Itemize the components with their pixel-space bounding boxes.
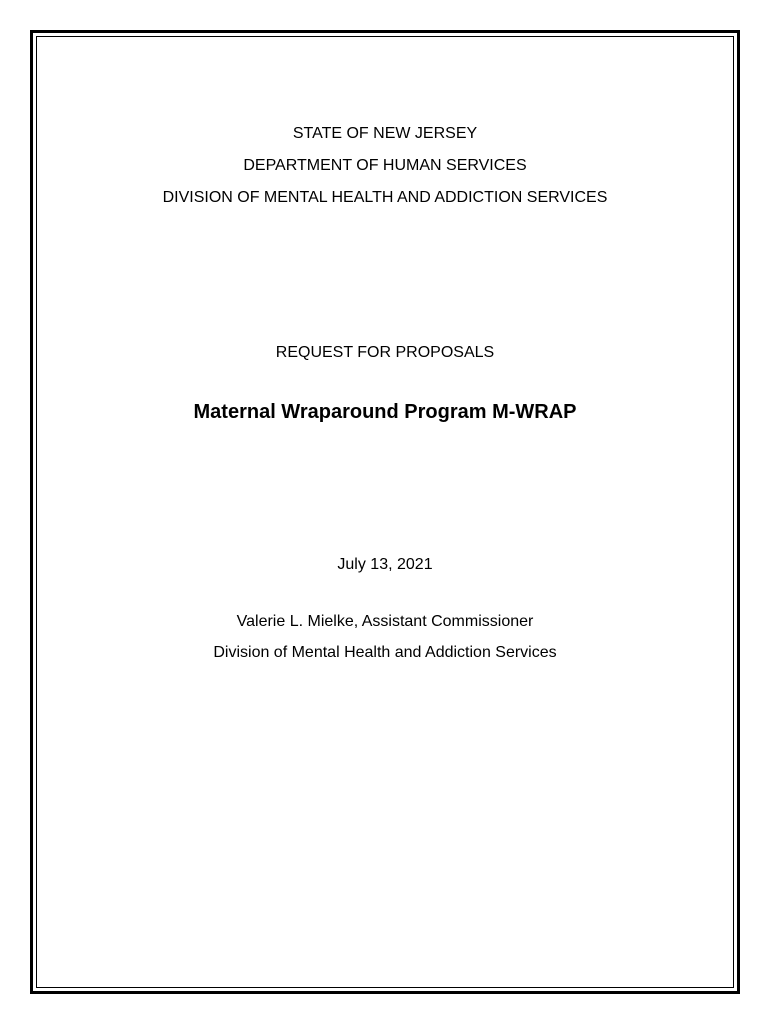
state-heading: STATE OF NEW JERSEY [292, 125, 478, 142]
signatory-name: Valerie L. Mielke, Assistant Commissioner [236, 613, 534, 630]
document-type: REQUEST FOR PROPOSALS [275, 344, 495, 361]
department-heading: DEPARTMENT OF HUMAN SERVICES [243, 157, 527, 174]
signatory-division: Division of Mental Health and Addiction Services [213, 644, 557, 661]
division-heading: DIVISION OF MENTAL HEALTH AND ADDICTION SERVICES [162, 189, 608, 206]
document-date: July 13, 2021 [337, 556, 433, 573]
document-title: Maternal Wraparound Program M-WRAP [193, 401, 577, 423]
page-border-inner [36, 36, 734, 988]
